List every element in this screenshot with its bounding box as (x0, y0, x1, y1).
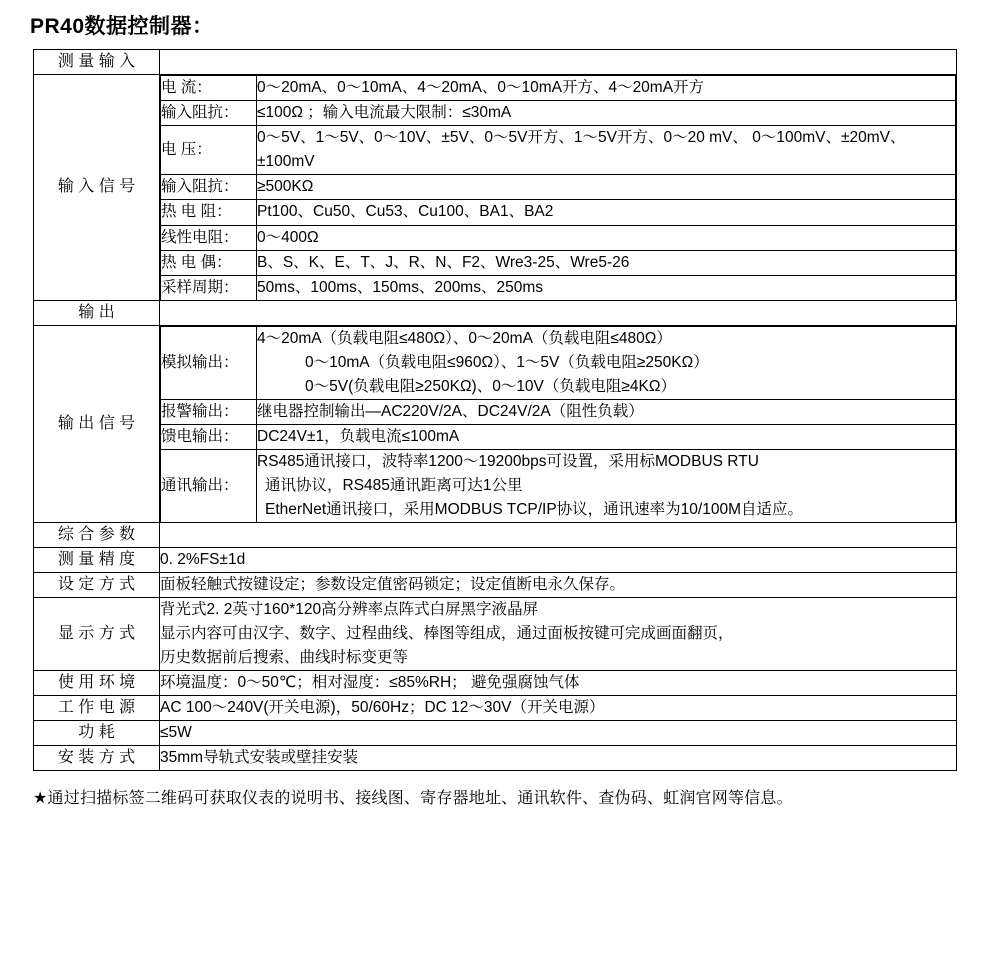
footnote: ★通过扫描标签二维码可获取仪表的说明书、接线图、寄存器地址、通讯软件、查伪码、虹润官网等信息。 (33, 789, 793, 807)
table-row-output-signal (34, 325, 957, 522)
table-row-environment (34, 670, 957, 695)
table-row-input-signal (34, 75, 957, 300)
value-display-mode: 背光式2. 2英寸160*120高分辨率点阵式白屏黑字液晶屏 显示内容可由汉字、数字、过程曲线、棒图等组成，通过面板按键可完成画面翻页， 历史数据前后搜索、曲线时标变更等 (160, 597, 957, 670)
input-row-value: 0～5V、1～5V、0～10V、±5V、0～5V开方、1～5V开方、0～20 mV、 0～100mV、±20mV、±100mV (257, 126, 956, 175)
input-row-value: Pt100、Cu50、Cu53、Cu100、BA1、BA2 (257, 200, 956, 225)
input-row-value: ≥500KΩ (257, 175, 956, 200)
list-item (161, 200, 956, 225)
input-signal-details (160, 75, 957, 300)
output-row-label: 馈电输出： (161, 424, 257, 449)
list-item (161, 175, 956, 200)
input-row-label: 线性电阻： (161, 225, 257, 250)
measure-input-blank (160, 50, 957, 75)
output-row-label: 模拟输出： (161, 326, 257, 399)
output-signal-details (160, 325, 957, 522)
category-measure-input: 测 量 输 入 (34, 50, 160, 75)
value-power-consumption: ≤5W (160, 720, 957, 745)
label-accuracy: 测 量 精 度 (34, 547, 160, 572)
list-item (161, 326, 956, 399)
input-row-label: 热 电 偶： (161, 250, 257, 275)
output-row-value: DC24V±1，负载电流≤100mA (257, 424, 956, 449)
table-row-measure-input (34, 50, 957, 75)
table-row-mounting (34, 745, 957, 770)
value-accuracy: 0. 2%FS±1d (160, 547, 957, 572)
label-environment: 使 用 环 境 (34, 670, 160, 695)
list-item (161, 275, 956, 300)
input-row-value: 0～400Ω (257, 225, 956, 250)
table-row-display-mode (34, 597, 957, 670)
input-row-value: B、S、K、E、T、J、R、N、F2、Wre3-25、Wre5-26 (257, 250, 956, 275)
list-item (161, 449, 956, 522)
input-row-value: 50ms、100ms、150ms、200ms、250ms (257, 275, 956, 300)
value-setting-mode: 面板轻触式按键设定；参数设定值密码锁定；设定值断电永久保存。 (160, 572, 957, 597)
input-row-label: 电 流： (161, 76, 257, 101)
list-item (161, 126, 956, 175)
document-page (0, 12, 990, 973)
table-row-output (34, 300, 957, 325)
category-input-signal: 输 入 信 号 (34, 75, 160, 300)
output-row-value: 继电器控制输出—AC220V/2A、DC24V/2A（阻性负载） (257, 399, 956, 424)
category-output-signal: 输 出 信 号 (34, 325, 160, 522)
specification-table (33, 49, 957, 770)
input-row-label: 采样周期： (161, 275, 257, 300)
input-row-label: 输入阻抗： (161, 101, 257, 126)
label-setting-mode: 设 定 方 式 (34, 572, 160, 597)
list-item (161, 250, 956, 275)
input-row-label: 电 压： (161, 126, 257, 175)
table-row-general (34, 522, 957, 547)
table-row-setting-mode (34, 572, 957, 597)
output-row-label: 报警输出： (161, 399, 257, 424)
input-row-label: 输入阻抗： (161, 175, 257, 200)
output-signal-subtable (160, 326, 956, 522)
general-blank (160, 522, 957, 547)
output-row-value: RS485通讯接口，波特率1200～19200bps可设置，采用标MODBUS RTU 通讯协议，RS485通讯距离可达1公里 EtherNet通讯接口，采用MODBUS TCP/IP协议，通讯速率为10/100M自适应。 (257, 449, 956, 522)
label-display-mode: 显 示 方 式 (34, 597, 160, 670)
input-row-label: 热 电 阻： (161, 200, 257, 225)
list-item (161, 225, 956, 250)
list-item (161, 101, 956, 126)
label-power-consumption: 功 耗 (34, 720, 160, 745)
input-signal-subtable (160, 75, 956, 299)
category-general: 综 合 参 数 (34, 522, 160, 547)
list-item (161, 76, 956, 101)
table-row-power-consumption (34, 720, 957, 745)
input-row-value: 0～20mA、0～10mA、4～20mA、0～10mA开方、4～20mA开方 (257, 76, 956, 101)
list-item (161, 424, 956, 449)
value-power-supply: AC 100～240V(开关电源)，50/60Hz；DC 12～30V（开关电源） (160, 695, 957, 720)
output-row-label: 通讯输出： (161, 449, 257, 522)
table-row-accuracy (34, 547, 957, 572)
list-item (161, 399, 956, 424)
category-output: 输 出 (34, 300, 160, 325)
value-mounting: 35mm导轨式安装或壁挂安装 (160, 745, 957, 770)
value-environment: 环境温度：0～50℃；相对湿度：≤85%RH； 避免强腐蚀气体 (160, 670, 957, 695)
output-blank (160, 300, 957, 325)
output-row-value: 4～20mA（负载电阻≤480Ω）、0～20mA（负载电阻≤480Ω） 0～10mA（负载电阻≤960Ω）、1～5V（负载电阻≥250KΩ） 0～5V(负载电阻≥250KΩ)、0～10V（负载电阻≥4KΩ） (257, 326, 956, 399)
page-title: PR40数据控制器： (30, 15, 214, 38)
label-power-supply: 工 作 电 源 (34, 695, 160, 720)
label-mounting: 安 装 方 式 (34, 745, 160, 770)
input-row-value: ≤100Ω ；输入电流最大限制：≤30mA (257, 101, 956, 126)
table-row-power-supply (34, 695, 957, 720)
